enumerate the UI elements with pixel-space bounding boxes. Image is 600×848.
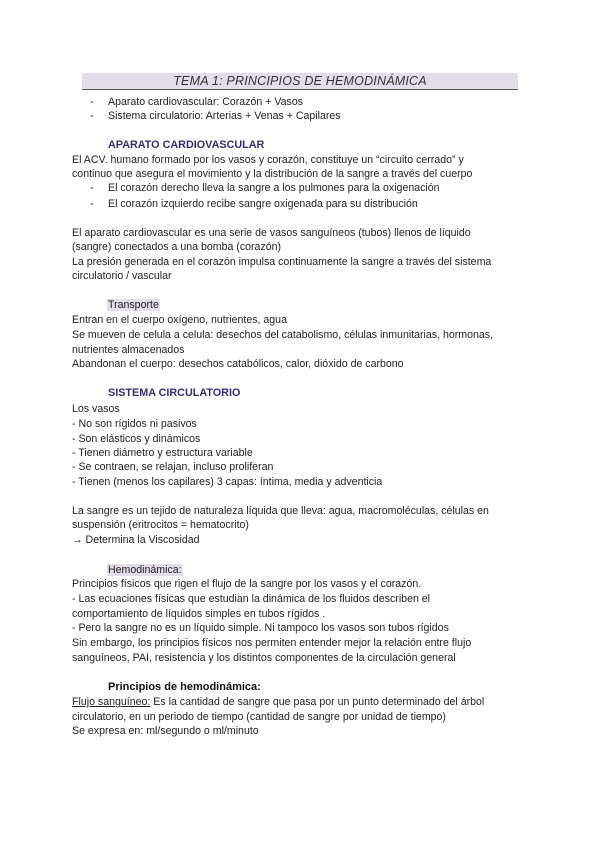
paragraph-line: sanguíneos, PAI, resistencia y los distintos componentes de la circulación general	[72, 652, 456, 664]
paragraph-line: circulatorio / vascular	[72, 270, 172, 282]
bullet-dash: -	[90, 110, 94, 122]
list-item: - No son rígidos ni pasivos	[72, 418, 197, 430]
section-heading-principios: Principios de hemodinámica:	[108, 681, 261, 693]
definition-text: Es la cantidad de sangre que pasa por un punto determinado del árbol	[150, 696, 485, 708]
bullet-dash: -	[90, 96, 94, 108]
intro-bullet: Aparato cardiovascular: Corazón + Vasos	[108, 96, 304, 108]
paragraph-line: Principios físicos que rigen el flujo de la sangre por los vasos y el corazón.	[72, 578, 422, 590]
subheading-transporte	[107, 298, 160, 312]
list-item: - Son elásticos y dinámicos	[72, 433, 201, 445]
paragraph-line: continuo que asegura el movimiento y la distribución de la sangre a través del cuerpo	[72, 168, 473, 180]
paragraph-line: La presión generada en el corazón impulsa continuamente la sangre a través del sistema	[72, 256, 492, 268]
title-banner	[82, 73, 518, 90]
paragraph-line: - Pero la sangre no es un líquido simple. Ni tampoco los vasos son tubos rígidos	[72, 622, 449, 634]
paragraph-line: (sangre) conectados a una bomba (corazón)	[72, 241, 282, 253]
paragraph-line: Entran en el cuerpo oxígeno, nutrientes, agua	[72, 314, 287, 326]
paragraph-line: Abandonan el cuerpo: desechos catabólicos, calor, dióxido de carbono	[72, 358, 404, 370]
paragraph-line: suspensión (eritrocitos = hematocrito)	[72, 519, 249, 531]
subheading-hemodinamica	[107, 563, 183, 577]
paragraph-line: La sangre es un tejido de naturaleza líquida que lleva: agua, macromoléculas, células en	[72, 505, 489, 517]
paragraph-line: comportamiento de líquidos simples en tubos rígidos .	[72, 608, 326, 620]
paragraph-line: Los vasos	[72, 403, 120, 415]
list-item: - Tienen (menos los capilares) 3 capas: íntima, media y adventicia	[72, 476, 383, 488]
section-heading-sistema: SISTEMA CIRCULATORIO	[108, 387, 241, 399]
bullet-dash: -	[90, 198, 94, 210]
paragraph-line: Se expresa en: ml/segundo o ml/minuto	[72, 725, 259, 737]
paragraph-line: Sin embargo, los principios físicos nos permiten entender mejor la relación entre flujo	[72, 637, 472, 649]
paragraph-line: El aparato cardiovascular es una serie de vasos sanguíneos (tubos) llenos de líquido	[72, 227, 471, 239]
paragraph-line: Se mueven de celula a celula: desechos del catabolismo, células inmunitarias, hormonas,	[72, 329, 494, 341]
section-heading-acv: APARATO CARDIOVASCULAR	[108, 139, 265, 151]
paragraph-line: → Determina la Viscosidad	[72, 534, 200, 546]
intro-bullet: Sistema circulatorio: Arterias + Venas + Capilares	[108, 110, 341, 122]
list-item: - Se contraen, se relajan, incluso proliferan	[72, 461, 274, 473]
list-item: - Tienen diámetro y estructura variable	[72, 447, 253, 459]
page-title: TEMA 1: PRINCIPIOS DE HEMODINÁMICA	[173, 74, 427, 88]
bullet-dash: -	[90, 182, 94, 194]
highlighted-heading: Transporte	[108, 299, 159, 311]
list-item: El corazón izquierdo recibe sangre oxigenada para su distribución	[108, 198, 418, 210]
paragraph-line: circulatorio, en un periodo de tiempo (cantidad de sangre por unidad de tiempo)	[72, 711, 446, 723]
highlighted-heading: Hemodinámica:	[108, 564, 182, 576]
definition-line	[72, 695, 484, 709]
paragraph-line: - Las ecuaciones físicas que estudian la dinámica de los fluidos describen el	[72, 593, 431, 605]
paragraph-line: El ACV. humano formado por los vasos y corazón, constituye un “circuito cerrado” y	[72, 154, 464, 166]
definition-term: Flujo sanguíneo:	[72, 696, 151, 708]
paragraph-line: nutrientes almacenados	[72, 344, 185, 356]
list-item: El corazón derecho lleva la sangre a los pulmones para la oxigenación	[108, 182, 440, 194]
